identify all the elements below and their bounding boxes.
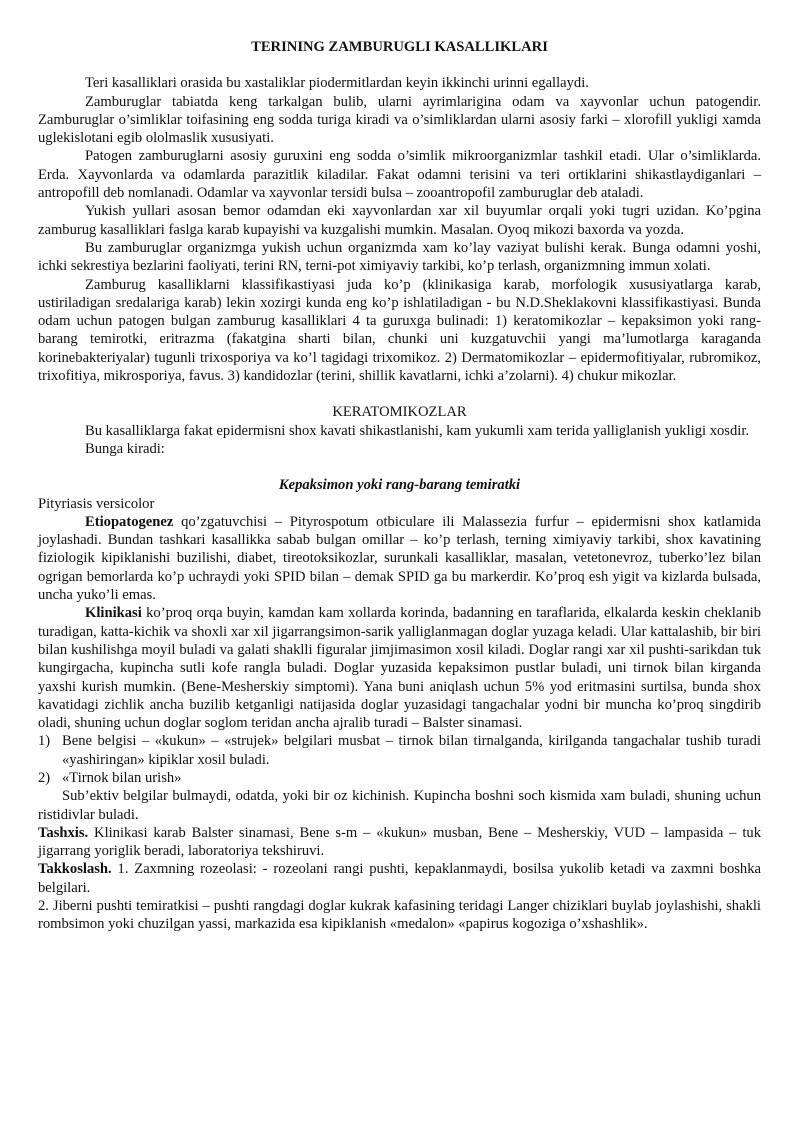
klinikasi-paragraph [38, 604, 761, 732]
takkoslash-paragraph [38, 860, 761, 897]
list-item [38, 769, 761, 787]
paragraph-intro-5: Bu zamburuglar organizmga yukish uchun organizmda xam ko’lay vaziyat bulishi kerak. Bunga odamni yoshi, ichki sekrestiya bezlarini faoliyati, terini RN, terni-pot ximiyaviy tarkibi, ko’p terlash, organizmning immun xolati. [38, 239, 761, 275]
paragraph-intro-3: Patogen zamburuglarni asosiy guruxini eng sodda o’simlik mikroorganizmlar tashkil etadi. Ular o’simliklarda. Erda. Xayvonlarda va odamlarda parazitlik kiladilar. Fakat odamni terisini va teri ortiklarini shikastlaydiganlari – antropofill deb nomlanadi. Odamlar va xayvonlar tersidi bulsa – zooantropofil zamburuglar deb ataladi. [38, 148, 761, 202]
tashxis-label: Tashxis. [38, 824, 89, 841]
paragraph-intro-4: Yukish yullari asosan bemor odamdan eki xayvonlardan xar xil buyumlar orqali yoki tugri uzidan. Ko’pgina zamburug kasalliklari faslga karab kupayishi va kuzgalishi mumkin. Masalan. Oyoq mikozi baxorda va yozda. [38, 203, 761, 238]
klinikasi-text: ko’proq orqa buyin, kamdan kam xollarda korinda, badanning en taraflarida, elkalarda keskin cheklanib turadigan, katta-kichik va shoxli xar xil jigarrangsimon-sarik yalliglanmagan doglar yuzaga keladi. Ular kattalashib, bir biri bilan kushilishga moyil buladi va galati shaklli figuralar jimjimasimon xosil kiladi. Doglar rangi xar xil pushti-sarikdan tuk kungirgacha, kupincha sutli kofe rangla buladi. Doglar yuzasida kepaksimon pustlar buladi, uni tirnok bilan kirganda yaxshi kurish mumkin. (Bene-Mesherskiy simptomi). Yana buni aniqlash uchun 5% yod eritmasini surtilsa, bunda shox kavatidagi zichlik ancha buzilib ketganligi natijasida doglar yuzasidagi tangachalar yodni bir muncha ko’proq singdirib oladi, shuning uchun doglar soglom teridan ancha ajralib turadi – Balster sinamasi. [38, 605, 761, 732]
last-paragraph: 2. Jiberni pushti temiratkisi – pushti rangdagi doglar kukrak kafasining teridagi Langer chiziklari buylab joylashishi, shakli rombsimon yoki chuzilgan yassi, markazida esa kipiklanish «medalon» «papirus kogoziga o’xshashlik». [38, 898, 761, 933]
list-number: 1) [38, 733, 51, 750]
bunga-kiradi: Bunga kiradi: [85, 440, 165, 457]
takkoslash-label: Takkoslash. [38, 861, 112, 878]
paragraph-intro-6: Zamburug kasalliklarni klassifikastiyasi juda ko’p (klinikasiga karab, morfologik xususiyatlarga karab, ustiriladigan sredalariga karab) lekin xozirgi kunda eng ko’p ishlatiladigan - bu N.D.Sheklakovni klassifikastiyasi. Bunda odam uchun patogen bulgan zamburug kasalliklari 4 ta guruxga bulinadi: 1) keratomikozlar – kepaksimon yoki rang-barang temirotki, eritrazma (fakatgina sharti bilan, chunki uni kuzgatuvchii yangi ma’lumotlarga karaganda korinebakteriyalar) tugunli trixosporiya va ko’l tagidagi trixomikoz. 2) Dermatomikozlar – epidermofitiyalar, rubromikoz, trixofitiya, mikrosporiya, favus. 3) kandidozlar (terini, shillik kavatlarni, ichki a’zolarni). 4) chukur mikozlar. [38, 276, 761, 385]
section-paragraph: Bu kasalliklarga fakat epidermisni shox kavati shikastlanishi, kam yukumli xam terida yalliglanish yukligi xosdir. [85, 422, 750, 439]
latin-name: Pityriasis versicolor [38, 495, 155, 512]
takkoslash-text: 1. Zaxmning rozeolasi: - rozeolani rangi pushti, kepaklanmaydi, bosilsa yukolib ketadi va zaxmni boshka belgilari. [38, 861, 761, 896]
klinikasi-label: Klinikasi [85, 605, 142, 622]
paragraph-intro-2: Zamburuglar tabiatda keng tarkalgan bulib, ularni ayrimlarigina odam va xayvonlar uchun patogendir. Zamburuglar o’simliklar toifasining eng sodda turiga kiradi va o’simliklardan ularni asosiy farki – xlorofill yukligi xamda uglekislotani egib ololmaslik xususiyati. [38, 93, 761, 147]
list-text: «Tirnok bilan urish» [62, 769, 182, 786]
etiopatogenez-label: Etiopatogenez [85, 513, 174, 530]
section-heading: KERATOMIKOZLAR [332, 404, 467, 421]
subsection-title: Kepaksimon yoki rang-barang temiratki [278, 477, 521, 494]
etiopatogenez-paragraph [38, 513, 761, 604]
tashxis-paragraph [38, 824, 761, 861]
paragraph-intro-1: Teri kasalliklari orasida bu xastaliklar piodermitlardan keyin ikkinchi urinni egallaydi. [85, 75, 589, 92]
document-title: TERINING ZAMBURUGLI KASALLIKLARI [251, 39, 548, 55]
subektiv-paragraph: Sub’ektiv belgilar bulmaydi, odatda, yoki bir oz kichinish. Kupincha boshni soch kismida xam buladi, shuning uchun ristidivlar buladi. [38, 788, 761, 823]
etiopatogenez-text: qo’zgatuvchisi – Pityrospotum otbiculare ili Malassezia furfur – epidermisni shox katlamida joylashadi. Bundan tashkari kasallikka sabab bulgan omillar – ko’p terlash, terning ximiyaviy tarkibi, shox kavatining fiziologik kipiklanishi buzilishi, diabet, tireotoksikozlar, surunkali kasalliklar, masalan, vetetonevroz, tuberko’lez bilan ogrigan bemorlarda ko’p uchraydi yoki SPID bilan – demak SPID ga bu markerdir. Ko’proq esh yigit va kizlarda bulsada, uncha yuko’li emas. [38, 513, 761, 604]
tashxis-text: Klinikasi karab Balster sinamasi, Bene s-m – «kukun» musban, Bene – Mesherskiy, VUD – lampasida – tuk jigarrang yoriglik beradi, laboratoriya tekshiruvi. [38, 824, 761, 860]
list-item [38, 732, 761, 769]
list-number: 2) [38, 769, 51, 786]
list-text: Bene belgisi – «kukun» – «strujek» belgilari musbat – tirnok bilan tirnalganda, kirilganda tangachalar tushib turadi «yashiringan» kipiklar xosil buladi. [62, 733, 761, 768]
